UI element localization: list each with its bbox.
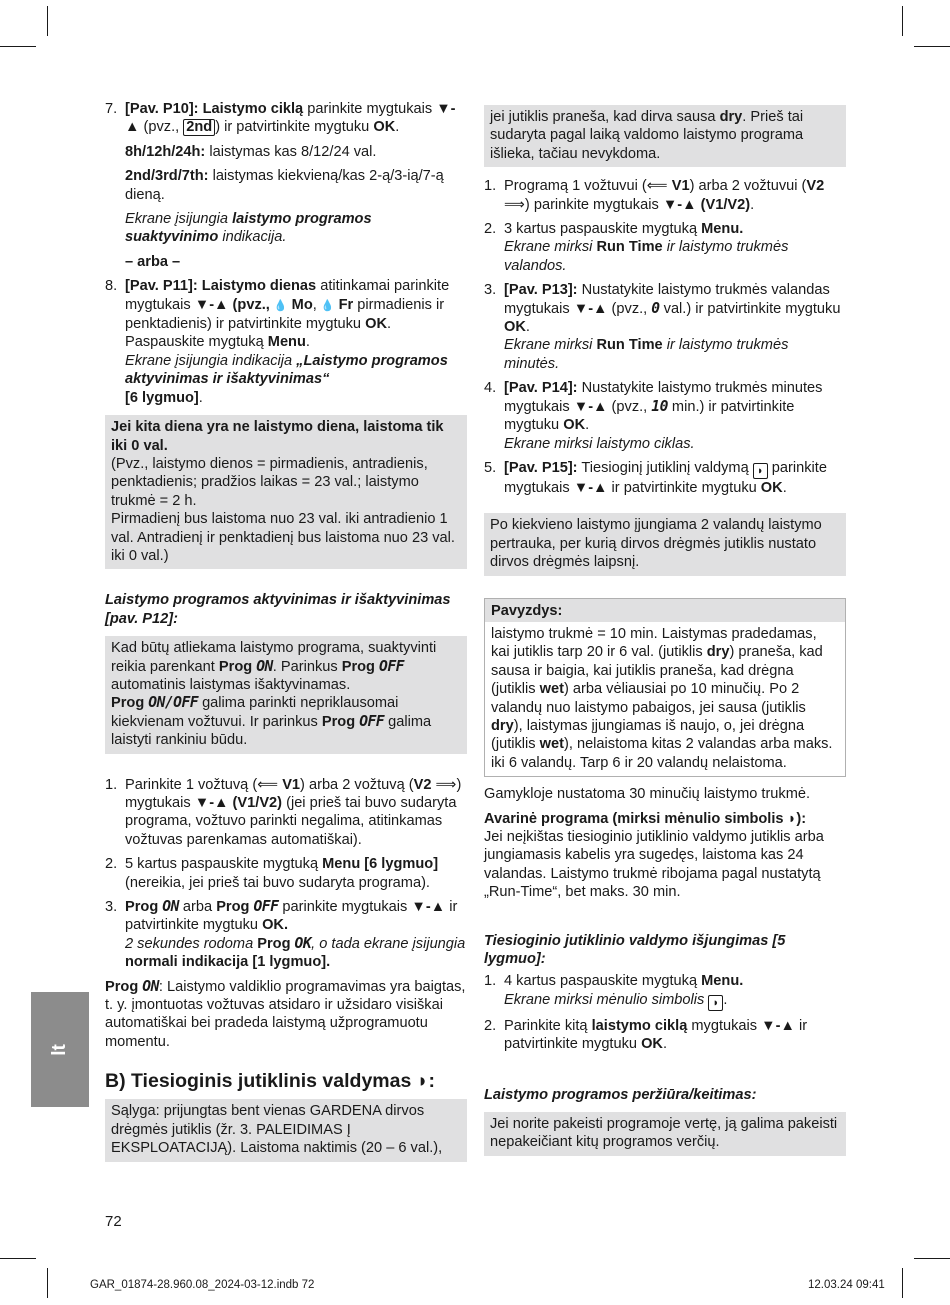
key-2nd: 2nd	[183, 119, 215, 136]
moon-icon: ◗	[753, 463, 768, 479]
text: ) ir patvirtinkite mygtuku	[215, 119, 374, 136]
run-time-label: Run Time	[596, 239, 663, 256]
level-label: [6 lygmuo]	[125, 389, 199, 406]
text: ) arba 2 vožtuvui (	[689, 178, 807, 195]
text: Programą 1 vožtuvui (	[504, 178, 647, 195]
text: Parinkite 1 vožtuvą (	[125, 776, 258, 793]
step-number: 3.	[484, 282, 497, 299]
language-tab-label: lt	[48, 1043, 70, 1056]
text: .	[525, 319, 530, 336]
step-body	[125, 855, 467, 892]
step-number: 7.	[105, 101, 118, 117]
crop-mark	[47, 1268, 48, 1298]
lcd-on: ON	[162, 898, 179, 916]
text: .	[750, 196, 755, 213]
option-text: laistymas kiekvieną/kas 2-ą/3-ią/7-ą dieną.	[125, 168, 444, 203]
crop-mark	[914, 1258, 950, 1259]
day-fr: Fr	[334, 296, 354, 313]
crop-mark	[47, 6, 48, 36]
text: Ekrane mirksi mėnulio simbolis	[504, 991, 709, 1008]
text-bold: Prog	[105, 978, 143, 995]
lcd-on: ON	[256, 657, 273, 675]
text-bold: Prog	[218, 658, 257, 675]
run-time-label: Run Time	[596, 337, 663, 354]
box-text: Pirmadienį bus laistoma nuo 23 val. iki antradienio 1 val. Antradienį ir penktadienį bus laistoma nuo 23 val. iki 0 val.)	[111, 511, 455, 564]
text: . Paspauskite mygtuką	[125, 316, 392, 351]
emergency-program	[484, 810, 846, 902]
text: Ekrane mirksi	[504, 239, 597, 256]
text: (pvz.,	[607, 398, 652, 415]
step-number: 3.	[105, 899, 118, 916]
info-box-nonwatering-day	[105, 415, 467, 569]
text: .	[395, 119, 400, 136]
text: ) parinkite mygtukais	[524, 196, 663, 213]
text: 5 kartus paspauskite mygtuką	[125, 856, 323, 873]
ok-label: OK	[760, 479, 783, 496]
ok-label: OK	[563, 417, 586, 434]
step-number: 2.	[105, 856, 118, 873]
text: ir laistymo trukmės minutės.	[504, 337, 789, 372]
arrow-buttons: ▼-▲	[573, 300, 608, 317]
text-bold: „Laistymo programos aktyvinimas ir išaktyvinimas“	[125, 352, 448, 388]
crop-mark	[914, 46, 950, 47]
example-box	[484, 598, 846, 778]
section-heading-disable: Tiesioginio jutiklinio valdymo išjungimas [5 lygmuo]:	[484, 932, 786, 968]
ok-label: OK.	[262, 917, 289, 934]
language-tab	[31, 992, 89, 1107]
arrow-buttons: ▼-▲ (pvz.,	[194, 296, 274, 313]
lcd-value: 10	[651, 397, 668, 415]
text-bold: Menu [6 lygmuo]	[322, 856, 439, 873]
lcd-ok: OK	[294, 934, 312, 952]
drop-icon: 💧	[320, 299, 335, 312]
valve-1-label: V1	[278, 776, 301, 793]
right-step-2	[484, 220, 846, 275]
crop-mark	[902, 1268, 903, 1298]
left-step-2	[105, 855, 467, 892]
text-bold: Prog	[125, 899, 163, 916]
text-bold: Prog	[341, 658, 380, 675]
arrow-right-icon: ⟹	[504, 196, 525, 213]
text: min.) ir patvirtinkite mygtuku	[504, 398, 795, 434]
factory-setting-note: Gamykloje nustatoma 30 minučių laistymo trukmė.	[484, 786, 811, 803]
step-number: 2.	[484, 1017, 497, 1034]
option-text: laistymas kas 8/12/24 val.	[205, 143, 377, 160]
text: Ekrane mirksi	[504, 337, 597, 354]
step-body	[125, 277, 467, 407]
text: Parinkite kitą	[504, 1017, 592, 1034]
moon-icon: ◗	[416, 1070, 429, 1093]
text: indikacija.	[218, 229, 287, 246]
text: val.) ir patvirtinkite mygtuku	[659, 300, 841, 317]
text: ir laistymo trukmės valandos.	[504, 239, 789, 274]
text: 4 kartus paspauskite mygtuką	[504, 973, 702, 990]
step-lead: [Pav. P13]:	[504, 282, 578, 299]
text: ), laistymas įjungiamas iš naujo, o, jei drėgna (jutiklis	[491, 717, 805, 753]
text: Kad būtų atliekama laistymo programa, suaktyvinti reikia parenkant	[111, 640, 437, 675]
box-text: (Pvz., laistymo dienos = pirmadienis, antradienis, penktadienis; pradžios laikas = 23 val.; laistymo trukmė = 2 h.	[111, 455, 428, 509]
text: automatinis laistymas išaktyvinamas.	[111, 676, 351, 693]
text: mygtukais	[687, 1017, 762, 1034]
text-bold: laistymo programos suaktyvinimo	[125, 211, 372, 246]
right-step-4	[484, 379, 846, 453]
text-bold: wet	[539, 736, 564, 753]
section-heading-activation: Laistymo programos aktyvinimas ir išaktyvinimas [pav. P12]:	[105, 592, 451, 627]
text: atitinkamai parinkite mygtukais	[125, 278, 450, 313]
ok-label: OK	[504, 319, 526, 336]
arrow-buttons: ▼-▲	[761, 1017, 795, 1034]
text-bold: dry	[491, 717, 514, 734]
text: 2 sekundes rodoma	[125, 935, 258, 952]
left-column	[105, 100, 467, 1162]
menu-label: Menu.	[701, 221, 744, 238]
drop-icon: 💧	[273, 299, 288, 312]
text: Ekrane mirksi laistymo ciklas.	[504, 435, 695, 452]
ok-label: OK	[365, 316, 387, 333]
text-bold: dry	[719, 109, 743, 125]
box-heading: Jei kita diena yra ne laistymo diena, laistoma tik iki 0 val.	[111, 419, 444, 454]
text: ) mygtukais	[125, 776, 462, 811]
page-number: 72	[105, 1213, 122, 1230]
text: parinkite mygtukais	[303, 101, 437, 117]
step-number: 2.	[484, 221, 497, 238]
step-number: 1.	[484, 973, 497, 990]
text-bold: dry	[706, 644, 730, 661]
text: galima parinkti nepriklausomai kiekvienam vožtuvui. Ir parinkus	[111, 695, 399, 730]
example-body	[485, 622, 845, 776]
text: Jei neįkištas tiesioginio jutiklinio valdymo jutiklis arba jungiamasis kabelis yra sugedęs, laistoma kas 24 valandas. Laistymo trukmė ribojama pagal nustatytą „Run-Time“, bet maks. 30 min.	[484, 829, 824, 901]
lcd-on: ON	[142, 977, 159, 995]
step-body	[504, 281, 846, 373]
text: ), nelaistoma kitas 2 valandas arba maks. iki 6 valandų. Tarp 6 ir 20 valandų nelaistoma.	[491, 736, 833, 771]
step-7	[105, 100, 467, 137]
step-number: 1.	[484, 178, 497, 195]
text: (nereikia, jei prieš tai buvo sudaryta programa).	[125, 874, 430, 891]
text-bold: Prog	[321, 713, 360, 730]
arrow-buttons: ▼-▲	[573, 479, 608, 496]
option-label: 2nd/3rd/7th:	[125, 168, 209, 185]
lcd-off: OFF	[379, 657, 404, 675]
arrow-buttons: ▼-▲	[573, 398, 608, 415]
text: arba	[178, 899, 217, 916]
heading-text: B) Tiesioginis jutiklinis valdymas	[105, 1070, 412, 1093]
text-bold: normali indikacija [1 lygmuo].	[125, 954, 331, 971]
step-lead: [Pav. P15]:	[504, 459, 578, 476]
text-bold: ▼-▲ (V1/V2)	[194, 795, 283, 811]
crop-mark	[902, 6, 903, 36]
text-bold: Avarinė programa (mirksi mėnulio simbolis	[484, 810, 788, 827]
text-bold: Prog	[216, 899, 254, 916]
text: parinkite mygtukais	[278, 899, 412, 916]
text: Tiesioginį jutiklinį valdymą	[577, 459, 753, 476]
cycle-option-b	[125, 167, 467, 204]
arrow-right-icon: ⟹	[435, 776, 457, 793]
text: .	[198, 389, 203, 406]
arrow-left-icon: ⟸	[646, 178, 668, 195]
menu-label: Menu.	[701, 973, 744, 990]
text-bold: Prog	[111, 695, 149, 712]
text-bold: Prog	[257, 935, 295, 952]
text: : Laistymo valdiklio programavimas yra baigtas, t. y. įmontuotas vožtuvas atsidaro ir užsidaro visiškai automatiškai bei pradeda laistymą užprogramuotu momentu.	[105, 978, 466, 1050]
lcd-off: OFF	[359, 712, 385, 730]
text: 3 kartus paspauskite mygtuką	[504, 221, 702, 238]
info-box-break: Po kiekvieno laistymo įjungiama 2 valandų laistymo pertrauka, per kurią dirvos drėgmės jutiklis nustato dirvos drėgmės laipsnį.	[484, 513, 846, 575]
day-mo: Mo	[287, 296, 313, 313]
step-body	[504, 379, 846, 453]
text: ) arba 2 vožtuvą (	[300, 776, 414, 793]
footer-file-info: GAR_01874-28.960.08_2024-03-12.indb 72	[90, 1279, 315, 1291]
lcd-off: OFF	[253, 898, 279, 916]
text-bold: laistymo ciklą	[591, 1017, 688, 1034]
step-body	[504, 1017, 846, 1054]
text: .	[585, 417, 590, 434]
left-step-1	[105, 776, 467, 850]
option-label: 8h/12h/24h:	[125, 143, 206, 160]
text: ir patvirtinkite mygtuku	[607, 479, 761, 496]
lcd-on-off: ON/OFF	[148, 694, 199, 712]
valve-1-label: V1	[667, 178, 690, 195]
right-step-5	[484, 459, 846, 497]
text: Ekrane įsijungia indikacija	[125, 352, 297, 369]
step-number: 1.	[105, 776, 118, 793]
footer-date: 12.03.24 09:41	[808, 1279, 885, 1291]
step-number: 5.	[484, 459, 497, 476]
valve-2-label: V2	[413, 776, 436, 793]
step-body	[504, 177, 846, 214]
text: laistymo trukmė = 10 min. Laistymas pradedamas, kai jutiklis tarp 20 ir 6 val. (jutiklis	[491, 625, 817, 661]
text: (pvz.,	[607, 300, 652, 317]
display-note	[125, 210, 467, 247]
right-step-3	[484, 281, 846, 373]
info-box-prog-on-off	[105, 636, 467, 753]
text: (pvz.,	[139, 119, 184, 136]
moon-icon: ◗	[787, 810, 797, 827]
section-heading-review: Laistymo programos peržiūra/keitimas:	[484, 1086, 757, 1103]
step-number: 8.	[105, 278, 118, 295]
step-body	[125, 898, 467, 972]
ok-label: OK	[373, 119, 396, 136]
text: .	[782, 479, 787, 496]
moon-icon: ◗	[708, 995, 723, 1011]
step-number: 4.	[484, 380, 497, 397]
step-body	[504, 972, 846, 1010]
text: pirmadienis ir penktadienis) ir patvirtinkite mygtuku	[125, 296, 445, 333]
arrow-left-icon: ⟸	[257, 776, 279, 793]
right-column	[484, 105, 846, 1156]
text: Ekrane įsijungia	[125, 211, 233, 228]
info-box-condition: Sąlyga: prijungtas bent vienas GARDENA dirvos drėgmės jutiklis (žr. 3. PALEIDIMAS Į EKSPLOATACIJĄ). Laistoma naktimis (20 – 6 val.),	[105, 1099, 467, 1161]
arrow-buttons: ▼-▲	[125, 101, 456, 136]
text: . Prieš tai sudaryta pagal laiką valdomo laistymo programa išlieka, tačiau nevykdoma.	[490, 109, 804, 162]
text: .	[723, 991, 728, 1008]
section-heading-sensor-control: B) Tiesioginis jutiklinis valdymas ◗:	[105, 1070, 436, 1093]
step-body	[504, 220, 846, 275]
ok-label: OK	[641, 1036, 663, 1053]
or-separator: – arba –	[125, 253, 181, 270]
text: ir patvirtinkite mygtuku	[125, 899, 458, 934]
crop-mark	[0, 46, 36, 47]
step-8	[105, 277, 467, 407]
lcd-value: 0	[651, 299, 660, 317]
text: parinkite mygtukais	[504, 459, 827, 496]
step-body	[125, 100, 467, 137]
text-bold: ):	[796, 810, 807, 827]
disable-step-1	[484, 972, 846, 1010]
info-box-dry	[484, 105, 846, 167]
text: Nustatykite laistymo trukmės valandas mygtukais	[504, 282, 830, 317]
text: galima laistyti rankiniu būdu.	[111, 713, 432, 749]
text: (jei prieš tai buvo sudaryta programa, vožtuvo parinkti negalima, atitinkamas vožtuvas parenkamas automatiškai).	[125, 795, 457, 848]
left-step-3	[105, 898, 467, 972]
text: ,	[312, 296, 321, 313]
text: .	[662, 1036, 668, 1053]
crop-mark	[0, 1258, 36, 1259]
text: Nustatykite laistymo trukmės minutes mygtukais	[504, 380, 823, 415]
cycle-option-a	[125, 143, 467, 161]
text: .	[305, 334, 310, 351]
text: jei jutiklis praneša, kad dirva sausa	[490, 109, 720, 125]
menu-label: Menu	[267, 334, 306, 351]
disable-step-2	[484, 1017, 846, 1054]
text-bold: ▼-▲ (V1/V2)	[662, 196, 751, 213]
step-lead: [Pav. P14]:	[504, 380, 578, 397]
text: . Parinkus	[272, 658, 342, 675]
step-lead: [Pav. P10]: Laistymo ciklą	[125, 101, 304, 117]
step-body	[504, 459, 846, 497]
text-bold: wet	[539, 681, 564, 698]
text: ) arba vėliausiai po 10 minučių. Po 2 valandų nuo laistymo pabaigos, jei sausa (jutiklis	[491, 681, 806, 716]
step-lead: [Pav. P11]: Laistymo dienas	[125, 278, 317, 295]
prog-on-note	[105, 978, 467, 1052]
right-step-1	[484, 177, 846, 214]
info-box-review: Jei norite pakeisti programoje vertę, ją galima pakeisti nepakeičiant kitų programos verčių.	[484, 1112, 846, 1156]
text: ir patvirtinkite mygtuku	[504, 1017, 808, 1053]
text: , o tada ekrane įsijungia	[311, 935, 466, 952]
example-title: Pavyzdys:	[485, 599, 845, 622]
valve-2-label: V2	[806, 178, 825, 195]
text: ) praneša, kad sausa ir baigia, kai jutiklis praneša, kad drėgna (jutiklis	[491, 644, 823, 698]
arrow-buttons: ▼-▲	[411, 899, 446, 916]
step-body	[125, 776, 467, 850]
